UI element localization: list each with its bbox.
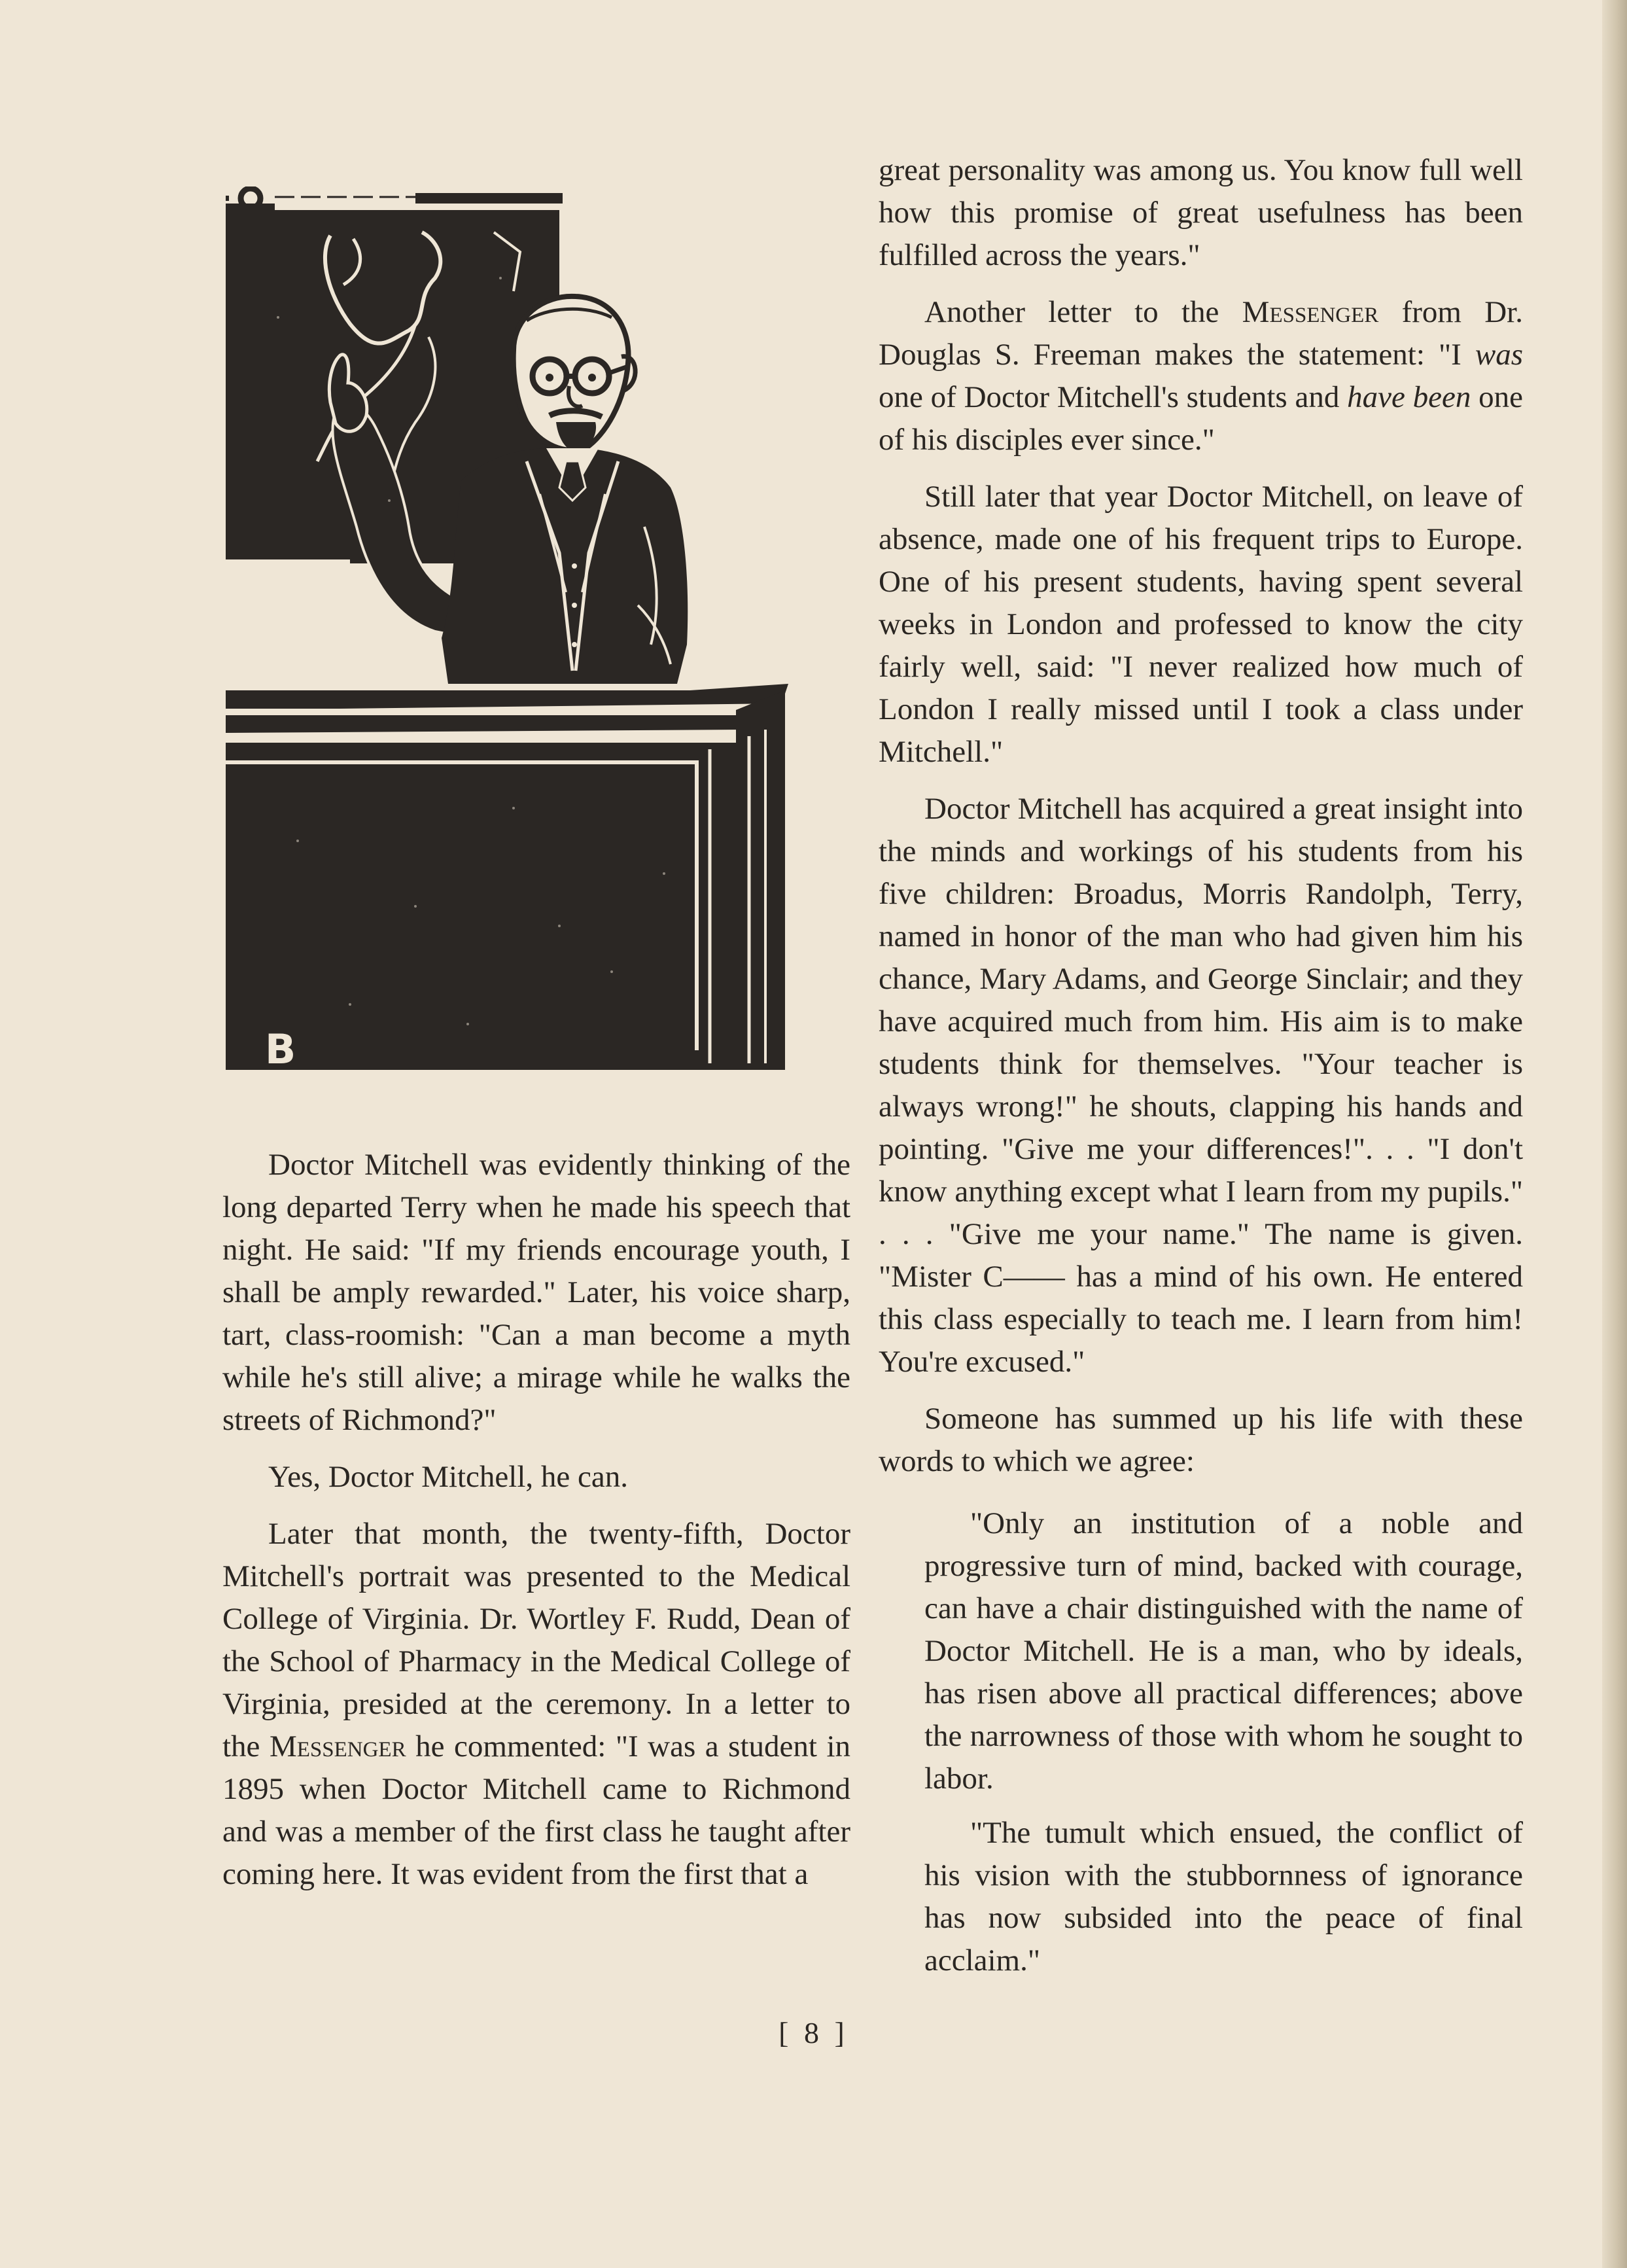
page-number: [ 8 ]	[779, 2016, 848, 2049]
paragraph: Still later that year Doctor Mitchell, on leave of absence, made one of his frequent trips to Europe. One of his present students, having spent several weeks in London and professed to know the city fairly well, said: "I never realized how much of London I really missed until I took a class under Mitchell."	[879, 480, 1523, 769]
woodcut-professor-icon	[219, 186, 788, 1116]
text-run: from Dr. Douglas S. Freeman makes the statement: "I	[879, 295, 1523, 372]
text-run: he commented: "I was a student in 1895 when Doctor Mitchell came to Richmond and was a member of the first class he taught after coming here. It was evident from the first that a	[222, 1729, 850, 1891]
emphasis: was	[1475, 338, 1523, 372]
quote-paragraph: "The tumult which ensued, the conflict of his vision with the stubbornness of ignorance has now subsided into the peace of final acclaim."	[924, 1816, 1523, 1977]
messenger-name: Messenger	[269, 1729, 406, 1763]
left-column	[222, 1144, 850, 1910]
paragraph: Doctor Mitchell was evidently thinking of the long departed Terry when he made his speech that night. He said: "If my friends encourage youth, I shall be amply rewarded." Later, his voice sharp, tart, class-roomish: "Can a man become a myth while he's still alive; a mirage while he walks the streets of Richmond?"	[222, 1148, 850, 1437]
paragraph: great personality was among us. You know full well how this promise of great usefulness has been fulfilled across the years."	[879, 153, 1523, 272]
text-run: Later that month, the twenty-fifth, Doctor Mitchell's portrait was presented to the Medical College of Virginia. Dr. Wortley F. Rudd, Dean of the School of Pharmacy in the Medical College of Virginia, presided at the ceremony. In a letter to the	[222, 1517, 850, 1763]
block-quote	[879, 1502, 1523, 1982]
text-run: one of Doctor Mitchell's students and	[879, 380, 1348, 414]
emphasis: have been	[1347, 380, 1471, 414]
paragraph: Doctor Mitchell has acquired a great insight into the minds and workings of his students from his five children: Broadus, Morris Randolph, Terry, named in honor of the man who had given him his chance, Mary Adams, and George Sinclair; and they have acquired much from him. His aim is to make students think for themselves. "Your teacher is always wrong!" he shouts, clapping his hands and pointing. "Give me your differences!". . . "I don't know anything except what I learn from my pupils." . . . "Give me your name." The name is given. "Mister C—— has a mind of his own. He entered this class especially to teach me. I learn from him! You're excused."	[879, 792, 1523, 1379]
paragraph: Yes, Doctor Mitchell, he can.	[268, 1460, 628, 1494]
paragraph: Someone has summed up his life with these words to which we agree:	[879, 1402, 1523, 1478]
page-edge	[1602, 0, 1627, 2268]
quote-paragraph: "Only an institution of a noble and progressive turn of mind, backed with courage, can have a chair distinguished with the name of Doctor Mitchell. He is a man, who by ideals, has risen above all practical differences; above the narrowness of those with whom he sought to labor.	[924, 1506, 1523, 1796]
right-column	[879, 149, 1523, 1994]
paragraph	[879, 291, 1523, 461]
text-run: Another letter to the	[924, 295, 1242, 329]
messenger-name: Messenger	[1242, 295, 1379, 329]
monogram: B	[265, 1025, 296, 1073]
paragraph	[222, 1513, 850, 1896]
text-run: one of his disciples ever since."	[879, 380, 1523, 457]
lectern	[226, 743, 736, 1070]
